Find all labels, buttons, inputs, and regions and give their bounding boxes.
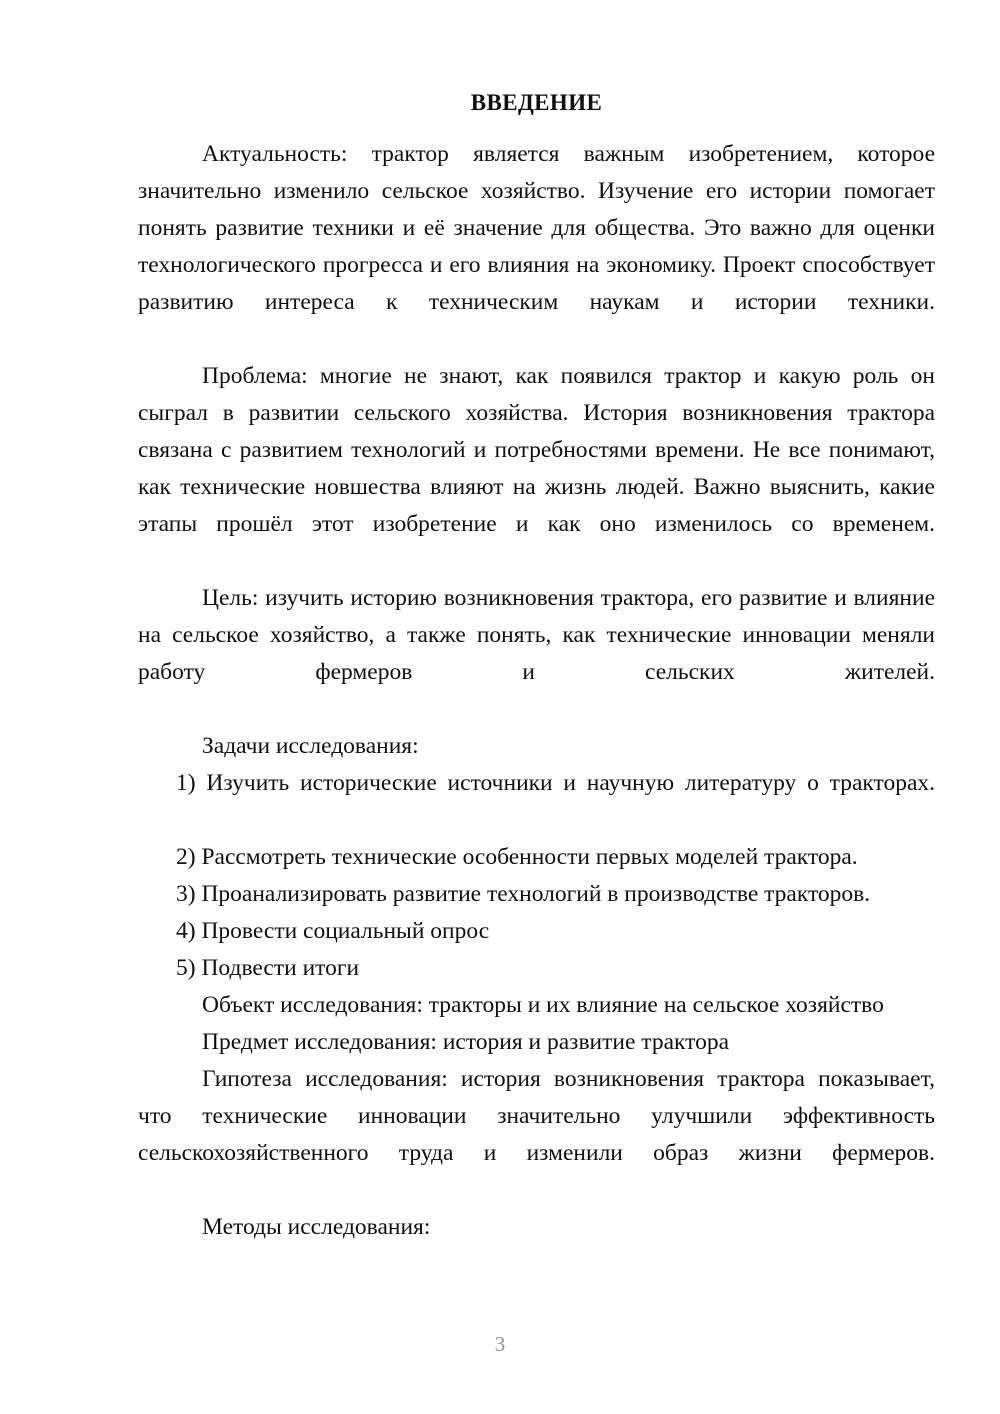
page-title: ВВЕДЕНИЕ [470,90,603,115]
list-item: 5) Подвести итоги [176,955,360,981]
research-subject-line: Предмет исследования: история и развитие трактора [202,1029,730,1055]
list-item: 1) Изучить исторические источники и научную литературу о тракторах. [176,770,935,796]
research-object-line: Объект исследования: тракторы и их влияние на сельское хозяйство [202,992,884,1018]
page-number: 3 [494,1332,506,1356]
list-item: 4) Провести социальный опрос [176,918,490,944]
tasks-heading: Задачи исследования: [202,733,419,759]
methods-heading: Методы исследования: [202,1214,431,1240]
paragraph-relevance: Актуальность: трактор является важным изобретением, которое значительно изменило сельское хозяйство. Изучение его истории помогает понять развитие техники и её значение для общества. Это важно для оценки технологического прогресса и его влияния на экономику. Проект способствует развитию интереса к техническим наукам и истории техники. [138,141,935,315]
document-body [138,88,935,1246]
list-item: 2) Рассмотреть технические особенности первых моделей трактора. [176,844,858,870]
list-item: 3) Проанализировать развитие технологий в производстве тракторов. [176,881,871,907]
paragraph-problem: Проблема: многие не знают, как появился трактор и какую роль он сыграл в развитии сельского хозяйства. История возникновения трактора связана с развитием технологий и потребностями времени. Не все понимают, как технические новшества влияют на жизнь людей. Важно выяснить, какие этапы прошёл этот изобретение и как оно изменилось со временем. [138,363,935,537]
paragraph-hypothesis: Гипотеза исследования: история возникновения трактора показывает, что технические инновации значительно улучшили эффективность сельскохозяйственного труда и изменили образ жизни фермеров. [138,1066,935,1166]
paragraph-goal: Цель: изучить историю возникновения трактора, его развитие и влияние на сельское хозяйство, а также понять, как технические инновации меняли работу фермеров и сельских жителей. [138,585,935,685]
